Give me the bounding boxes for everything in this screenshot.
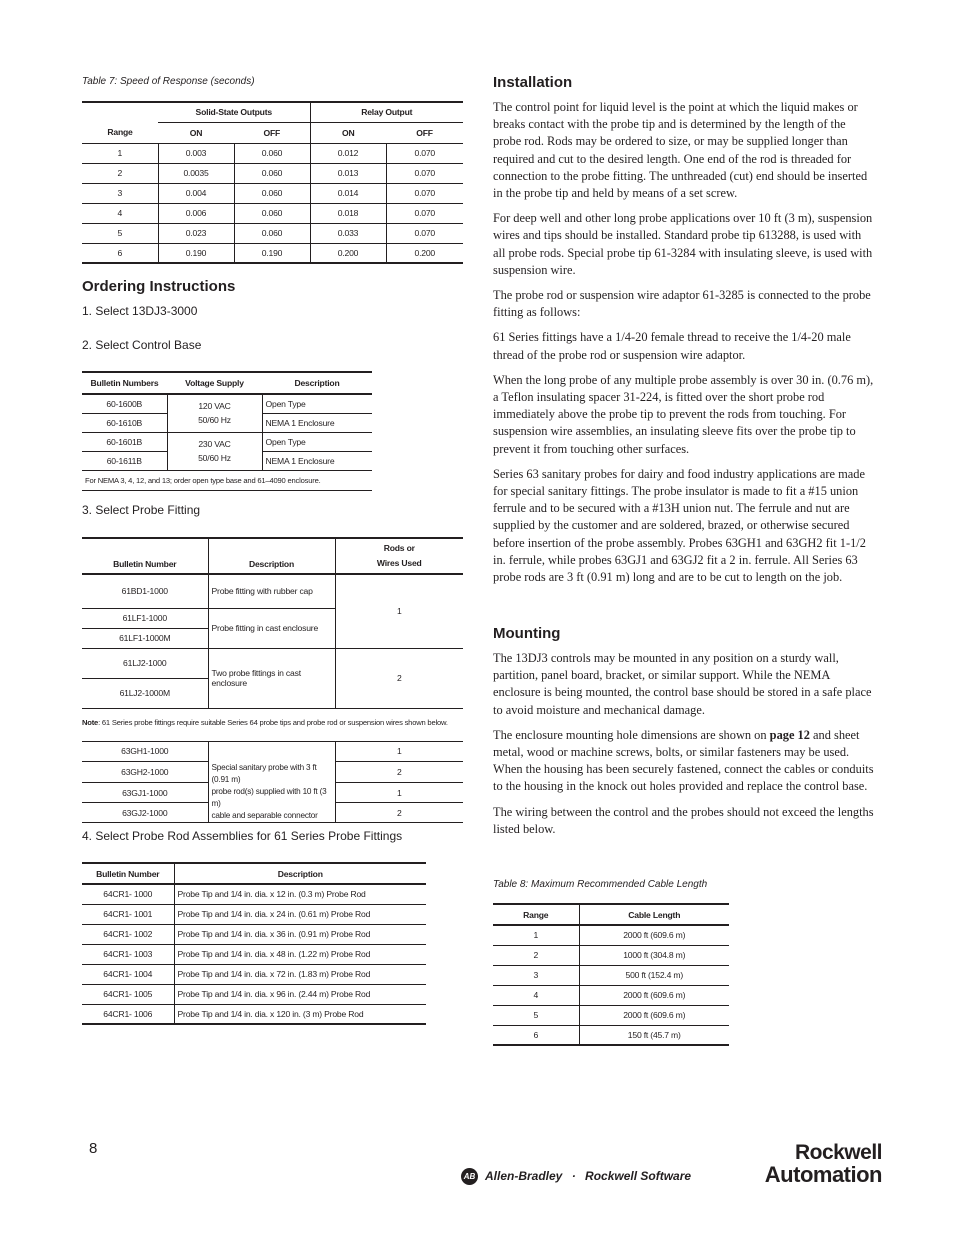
mounting-body [493, 650, 875, 846]
ordering-instructions-heading: Ordering Instructions [82, 278, 236, 295]
paragraph: The 13DJ3 controls may be mounted in any position on a sturdy wall, partition, panel board, bracket, or similar support. While the NEMA enclosure is being mounted, the control base should be stored in a safe place to avoid moisture and mechanical damage. [493, 651, 872, 717]
logo-rockwell: Rockwell [794, 1141, 882, 1164]
table-cell: 0.070 [386, 163, 463, 183]
table-cell: NEMA 1 Enclosure [262, 413, 372, 432]
probe-fitting-table [82, 537, 463, 709]
table-cell: 0.060 [234, 203, 310, 223]
table-row [82, 183, 463, 203]
table-cell: Probe Tip and 1/4 in. dia. x 120 in. (3 m) Probe Rod [174, 1004, 426, 1024]
table-cell: 2 [82, 163, 158, 183]
table-cell: 0.014 [310, 183, 386, 203]
table-cell: Probe fitting in cast enclosure [208, 608, 335, 648]
table-cell: 0.190 [158, 243, 234, 263]
table-cell: 6 [82, 243, 158, 263]
table-cell: 0.070 [386, 183, 463, 203]
step-2: 2. Select Control Base [82, 338, 202, 352]
paragraph: The probe rod or suspension wire adaptor 61-3285 is connected to the probe fitting as follows: [493, 288, 871, 320]
table-cell: 2 [493, 945, 579, 965]
table-row [82, 223, 463, 243]
table-cell: 1 [82, 143, 158, 163]
installation-body [493, 99, 875, 594]
desc-line: cable and separable connector [211, 811, 318, 820]
brand-allen-bradley: Allen-Bradley [485, 1169, 563, 1183]
table-cell: 60-1601B [82, 432, 167, 451]
table-cell: 2000 ft (609.6 m) [579, 1005, 729, 1025]
col-relay-on: ON [310, 122, 386, 143]
table-cell: 0.060 [234, 183, 310, 203]
table-cell: 64CR1- 1000 [82, 884, 174, 904]
table-cell: 60-1600B [82, 394, 167, 413]
table-cell: 64CR1- 1006 [82, 1004, 174, 1024]
col-relay-off: OFF [386, 122, 463, 143]
table-row [493, 1025, 729, 1045]
table-row [82, 884, 426, 904]
paragraph: Series 63 sanitary probes for dairy and food industry applications are made for special sanitary fittings. The probe insulator is made to fit a #15 union ferrule and to be secured with a #13H union nut. The ferrule and nut are supplied by the customer and are soldered, brazed, or otherwise secured before insertion of the probe assembly. Probes 63GH1 and 63GH2 fit 1-1/2 in. ferrule, while probes 63GJ1 and 63GJ2 fit a 2 in. ferrule. All Series 63 probe rods are 3 ft (0.91 m) long and are to be cut to length on the job. [493, 466, 866, 585]
table-cell: 64CR1- 1001 [82, 904, 174, 924]
table-row [82, 143, 463, 163]
table-row [82, 924, 426, 944]
note-label: Note [82, 718, 99, 727]
table-footnote: For NEMA 3, 4, 12, and 13; order open type base and 61–4090 enclosure. [82, 470, 372, 490]
table-cell: 4 [493, 985, 579, 1005]
table-cell: 3 [493, 965, 579, 985]
table-cell: 0.003 [158, 143, 234, 163]
table-cell: 61LF1-1000 [82, 608, 208, 628]
cable-length-table [493, 903, 729, 1046]
note-text: : 61 Series probe fittings require suitable Series 64 probe tips and probe rod or suspension wires shown below. [98, 718, 448, 727]
table-cell: 60-1610B [82, 413, 167, 432]
table-row [82, 964, 426, 984]
table-row [82, 1004, 426, 1024]
table-cell: 120 VAC [198, 401, 231, 412]
desc-line: probe rod(s) supplied with 10 ft (3 m) [211, 787, 327, 808]
table-cell: 0.004 [158, 183, 234, 203]
col-bulletin-number: Bulletin Number [82, 863, 174, 884]
paragraph: When the long probe of any multiple probe assembly is over 30 in. (0.76 m), a Teflon insulating spacer 31-224, is fitted over the short probe rod immediately above the probe tip to prevent the rods from touching. For suspension wire assemblies, an insulating sleeve fits over the probe tip to prevent it from touching other surfaces. [493, 372, 874, 456]
sanitary-description [208, 742, 335, 823]
table-cell: 64CR1- 1005 [82, 984, 174, 1004]
col-rods-or-wires [335, 538, 463, 574]
table-cell: 2 [335, 761, 463, 782]
table-cell: 1000 ft (304.8 m) [579, 945, 729, 965]
col-cable-length: Cable Length [579, 904, 729, 925]
step-3: 3. Select Probe Fitting [82, 503, 201, 517]
table-cell: 50/60 Hz [198, 453, 231, 463]
control-base-table [82, 371, 372, 491]
table-cell: 64CR1- 1003 [82, 944, 174, 964]
step-1: 1. Select 13DJ3-3000 [82, 304, 198, 318]
table-cell: 0.0035 [158, 163, 234, 183]
paragraph: 61 Series fittings have a 1/4-20 female thread to receive the 1/4-20 male thread of the probe rod or suspension wire adaptor. [493, 330, 851, 362]
table-row [493, 925, 729, 945]
table8-caption: Table 8: Maximum Recommended Cable Length [493, 879, 708, 890]
voltage-cell [167, 432, 262, 470]
table-cell: 0.060 [234, 143, 310, 163]
table-cell: 0.070 [386, 143, 463, 163]
paragraph: The wiring between the control and the probes should not exceed the lengths listed below. [493, 804, 874, 836]
table-cell: 61LF1-1000M [82, 628, 208, 648]
speed-of-response-table [82, 101, 463, 264]
paragraph: The control point for liquid level is the point at which the liquid makes or breaks contact with the probe tip and is determined by the length of the probe rod. Rods may be ordered to size, or may be supplied longer than required and cut to the desired length. One end of the rod is threaded for connection to the probe fitting. The unthreaded (cut) end should be inserted in the probe tip and held by means of a set screw. [493, 100, 868, 201]
table-cell: 0.190 [234, 243, 310, 263]
table-row [493, 985, 729, 1005]
table-row [493, 945, 729, 965]
table-cell: 5 [493, 1005, 579, 1025]
table-cell: 500 ft (152.4 m) [579, 965, 729, 985]
table-row [493, 1005, 729, 1025]
brand-separator: · [571, 1169, 576, 1183]
col-bulletin-numbers: Bulletin Numbers [82, 372, 167, 394]
text-run: and sheet metal, wood or machine screws, bolts, or similar fasteners may be used. When the housing has been securely fastened, connect the cables or conduits to the housing in the knock out holes provided and replace the control base. [493, 727, 874, 794]
table-row [82, 163, 463, 183]
table-cell: 2 [335, 648, 463, 708]
table-cell: 60-1611B [82, 451, 167, 470]
col-ss-on: ON [158, 122, 234, 143]
table-row [82, 203, 463, 223]
table-cell: 0.070 [386, 223, 463, 243]
table-cell: 230 VAC [198, 439, 231, 449]
rockwell-automation-logo [720, 1142, 882, 1186]
installation-heading: Installation [493, 74, 573, 91]
step-4: 4. Select Probe Rod Assemblies for 61 Series Probe Fittings [82, 829, 403, 843]
table-cell: 0.070 [386, 203, 463, 223]
table-cell: 1 [335, 742, 463, 762]
brand-line [485, 1169, 691, 1183]
mounting-heading: Mounting [493, 625, 561, 642]
sanitary-probe-table [82, 741, 463, 823]
logo-automation: Automation [764, 1162, 882, 1187]
table-cell: 63GH2-1000 [82, 761, 208, 782]
col-group-solid-state: Solid-State Outputs [158, 102, 310, 122]
table-cell: 0.200 [414, 247, 436, 258]
table-cell: 6 [493, 1025, 579, 1045]
table-cell: Probe Tip and 1/4 in. dia. x 36 in. (0.91 m) Probe Rod [174, 924, 426, 944]
table-cell: 61BD1-1000 [82, 574, 208, 608]
table-cell: 2000 ft (609.6 m) [579, 985, 729, 1005]
table-cell: 0.033 [310, 223, 386, 243]
table-cell: Probe Tip and 1/4 in. dia. x 48 in. (1.22 m) Probe Rod [174, 944, 426, 964]
header-line: Wires Used [376, 558, 422, 568]
allen-bradley-logo-icon: AB [461, 1168, 478, 1185]
col-ss-off: OFF [234, 122, 310, 143]
table-cell: 64CR1- 1002 [82, 924, 174, 944]
table-cell: Probe Tip and 1/4 in. dia. x 12 in. (0.3 m) Probe Rod [174, 884, 426, 904]
col-range: Range [82, 122, 158, 143]
table-cell: Probe Tip and 1/4 in. dia. x 72 in. (1.83 m) Probe Rod [174, 964, 426, 984]
table-cell: 0.012 [310, 143, 386, 163]
table-cell: Probe Tip and 1/4 in. dia. x 24 in. (0.61 m) Probe Rod [174, 904, 426, 924]
table-row [82, 904, 426, 924]
col-description: Description [262, 372, 372, 394]
table-cell: 0.018 [310, 203, 386, 223]
table-cell: 0.023 [158, 223, 234, 243]
table-cell: 0.013 [310, 163, 386, 183]
table-cell: Probe Tip and 1/4 in. dia. x 96 in. (2.44 m) Probe Rod [174, 984, 426, 1004]
fitting-note [82, 718, 472, 727]
table-cell: 2 [335, 803, 463, 823]
table-row [82, 243, 463, 263]
brand-rockwell-software: Rockwell Software [585, 1169, 692, 1183]
page-number: 8 [89, 1140, 98, 1157]
text-run: The enclosure mounting hole dimensions are shown on [493, 727, 770, 742]
desc-line: Special sanitary probe with 3 ft (0.91 m) [211, 763, 317, 784]
table-cell: 0.006 [158, 203, 234, 223]
col-range: Range [493, 904, 579, 925]
table-cell: 64CR1- 1004 [82, 964, 174, 984]
table-cell: 63GJ1-1000 [82, 783, 208, 803]
col-voltage-supply: Voltage Supply [167, 372, 262, 394]
table-cell: 63GJ2-1000 [82, 803, 208, 823]
table-cell: 0.060 [234, 223, 310, 243]
col-group-relay: Relay Output [310, 102, 463, 122]
table-cell: 1 [335, 783, 463, 803]
page-link[interactable]: page 12 [769, 727, 810, 742]
table-cell: NEMA 1 Enclosure [262, 451, 372, 470]
table7-caption: Table 7: Speed of Response (seconds) [82, 76, 255, 87]
table-cell: 5 [82, 223, 158, 243]
table-cell: 61LJ2-1000M [82, 678, 208, 708]
table-cell: 1 [493, 925, 579, 945]
table-cell: 50/60 Hz [198, 415, 231, 426]
table-cell: 63GH1-1000 [82, 742, 208, 762]
table-cell: 1 [335, 574, 463, 648]
table-cell: 0.200 [310, 243, 386, 263]
col-bulletin-number: Bulletin Number [82, 538, 208, 574]
table-row [82, 944, 426, 964]
table-cell: 150 ft (45.7 m) [627, 1029, 681, 1040]
table-cell: 3 [82, 183, 158, 203]
paragraph: For deep well and other long probe applications over 10 ft (3 m), suspension wires and tips should be installed. Standard probe tip 613288, is used with all probe rods. Special probe tip 61-3284 with insulating sleeve, is used with suspension wire. [493, 211, 873, 277]
col-description: Description [208, 538, 335, 574]
voltage-cell [167, 394, 262, 432]
table-cell: Two probe fittings in cast enclosure [208, 648, 335, 708]
table-cell: 4 [82, 203, 158, 223]
table-cell: 61LJ2-1000 [82, 648, 208, 678]
table-cell: 0.060 [234, 163, 310, 183]
paragraph [493, 727, 875, 796]
table-row [82, 984, 426, 1004]
table-cell: 2000 ft (609.6 m) [579, 925, 729, 945]
table-row [493, 965, 729, 985]
table-cell: Open Type [262, 432, 372, 451]
probe-rod-table [82, 862, 426, 1025]
table-cell: Probe fitting with rubber cap [208, 574, 335, 608]
header-line: Rods or [383, 543, 415, 553]
col-description: Description [174, 863, 426, 884]
table-cell: Open Type [262, 394, 372, 413]
